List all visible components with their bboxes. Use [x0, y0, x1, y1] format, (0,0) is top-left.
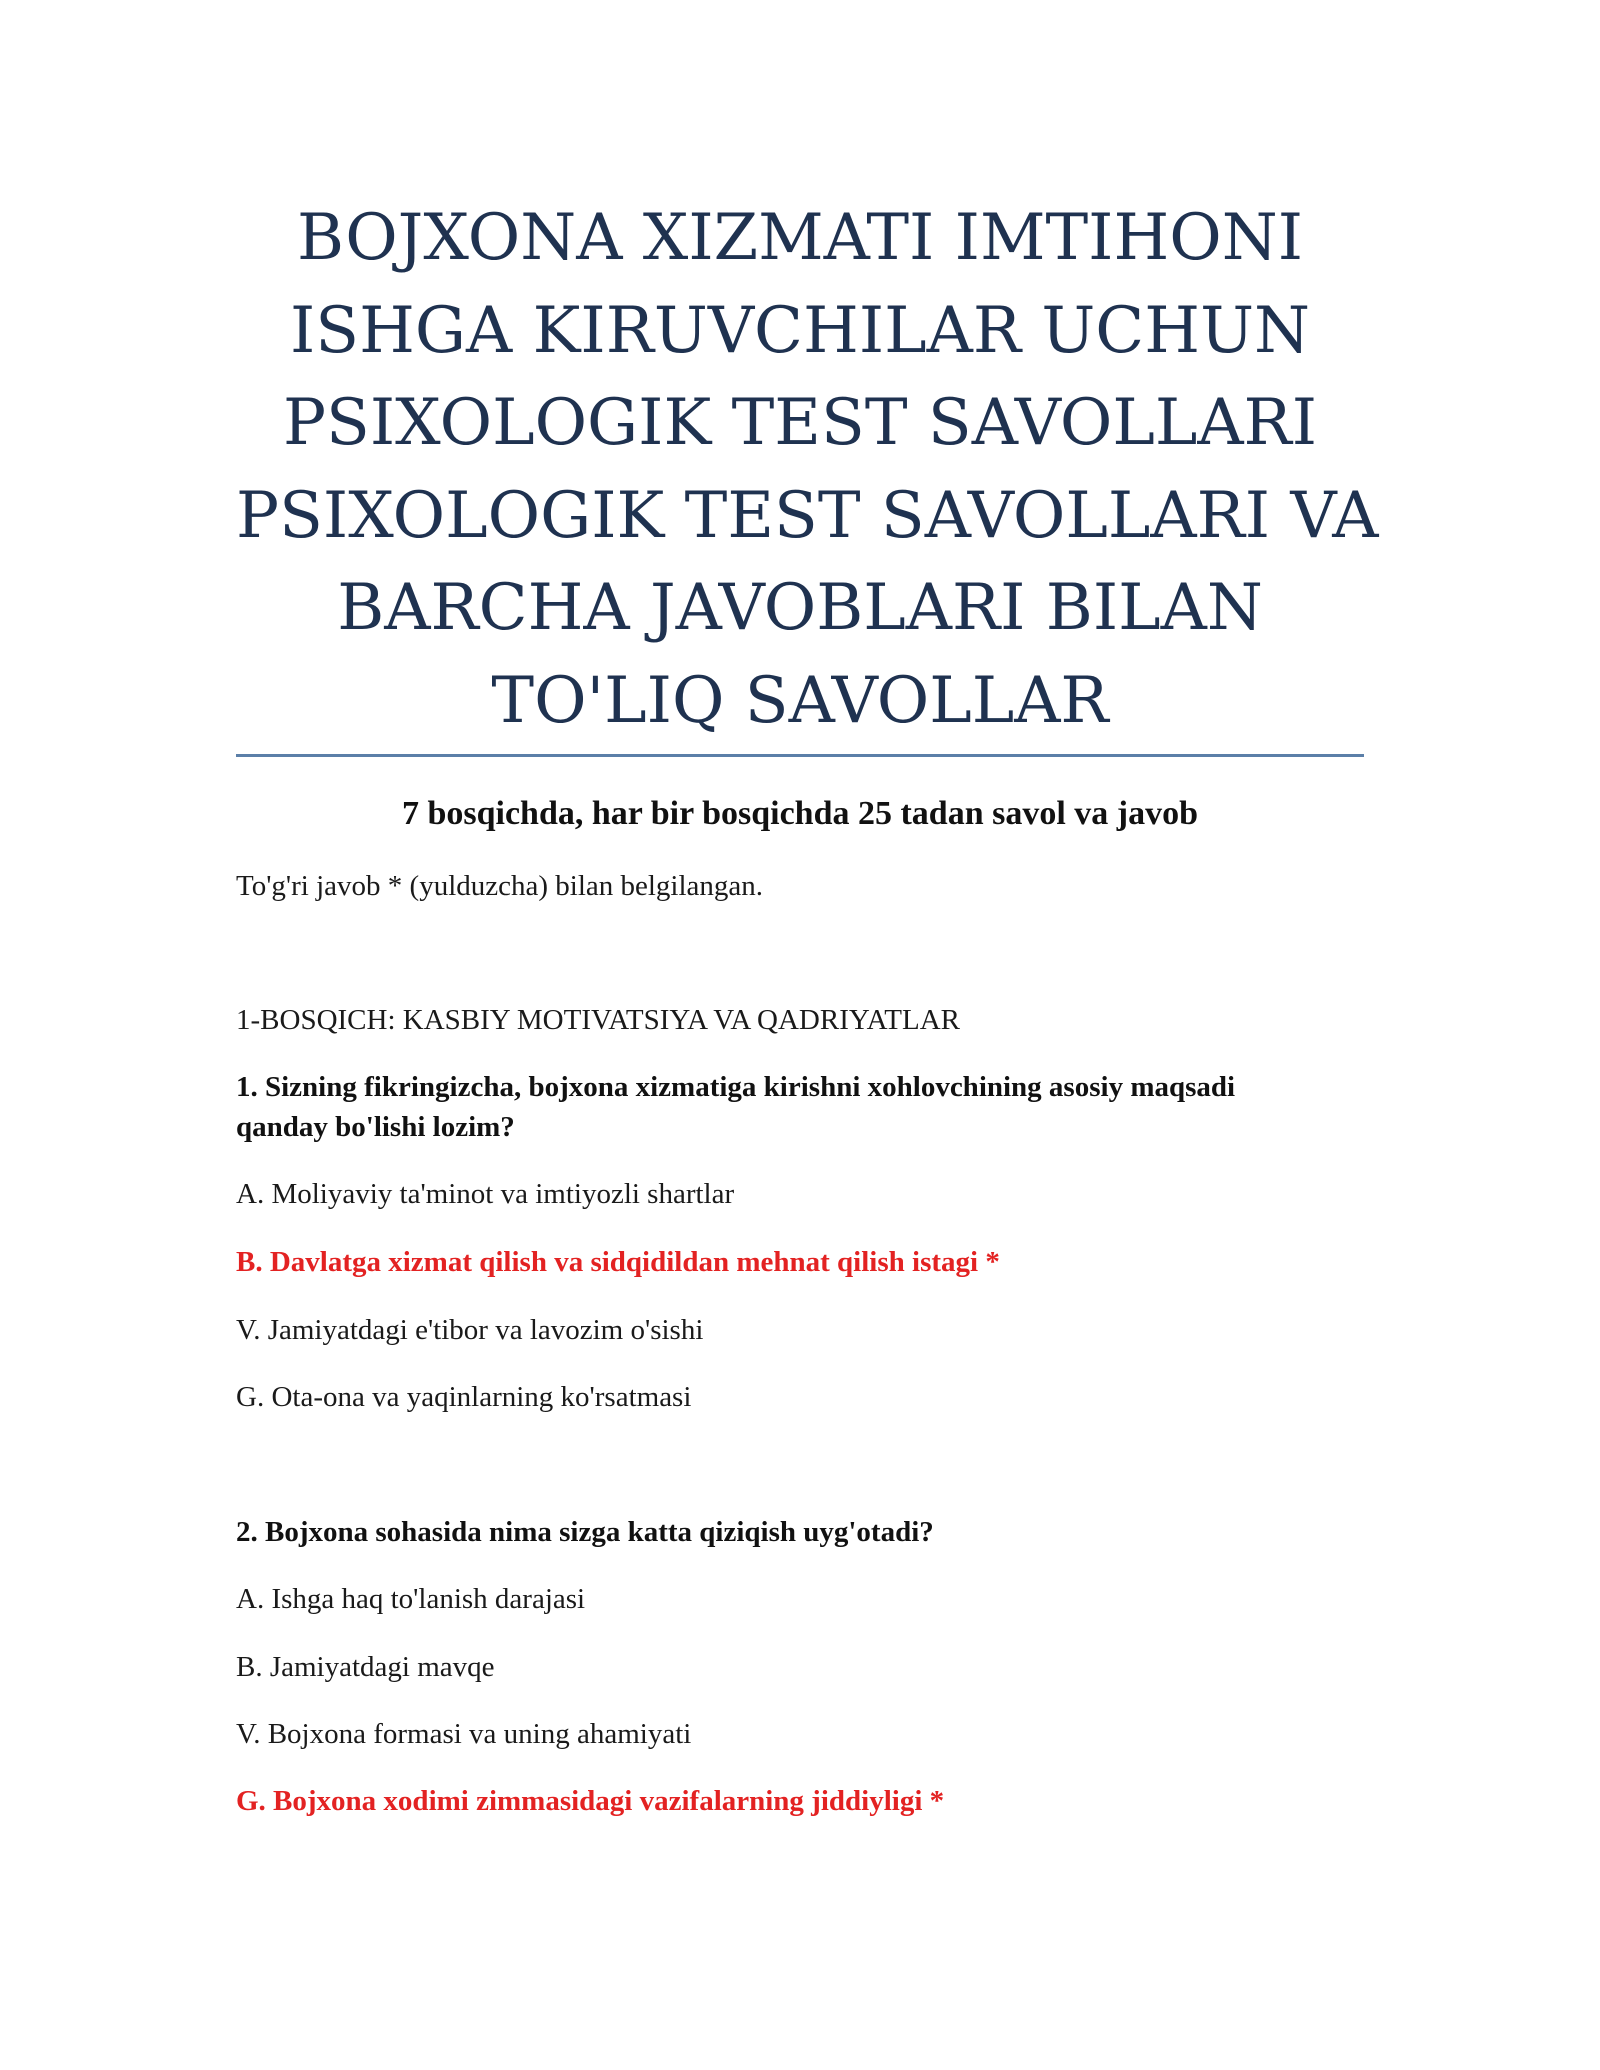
question-2-text: 2. Bojxona sohasida nima sizga katta qiziqish uyg'otadi?: [236, 1516, 934, 1548]
title-line: TO'LIQ SAVOLLAR: [491, 663, 1109, 738]
question-1-text-line-1: 1. Sizning fikringizcha, bojxona xizmatiga kirishni xohlovchining asosiy maqsadi: [236, 1071, 1236, 1103]
answer-key-note: To'g'ri javob * (yulduzcha) bilan belgilangan.: [236, 870, 764, 902]
question-1-option-b-correct: B. Davlatga xizmat qilish va sidqidildan mehnat qilish istagi *: [236, 1246, 1000, 1278]
question-2-option-b: B. Jamiyatdagi mavqe: [236, 1651, 495, 1683]
document-title: [236, 192, 1379, 747]
question-1-option-v: V. Jamiyatdagi e'tibor va lavozim o'sishi: [236, 1314, 704, 1346]
title-line: BARCHA JAVOBLARI BILAN: [337, 571, 1263, 645]
question-1-option-g: G. Ota-ona va yaqinlarning ko'rsatmasi: [236, 1381, 692, 1413]
title-line: ISHGA KIRUVCHILAR UCHUN: [289, 293, 1311, 368]
title-line: BOJXONA XIZMATI IMTIHONI: [296, 201, 1304, 275]
question-1-text-line-2: qanday bo'lishi lozim?: [236, 1111, 515, 1143]
title-divider: [236, 754, 1364, 757]
question-2-option-v: V. Bojxona formasi va uning ahamiyati: [236, 1718, 692, 1750]
question-1-option-a: A. Moliyaviy ta'minot va imtiyozli shartlar: [236, 1178, 735, 1210]
question-2-option-g-correct: G. Bojxona xodimi zimmasidagi vazifalarning jiddiyligi *: [236, 1785, 945, 1817]
title-line: PSIXOLOGIK TEST SAVOLLARI: [282, 386, 1318, 460]
question-2-option-a: A. Ishga haq to'lanish darajasi: [236, 1583, 586, 1615]
document-subtitle: 7 bosqichda, har bir bosqichda 25 tadan savol va javob: [401, 795, 1199, 832]
section-heading: 1-BOSQICH: KASBIY MOTIVATSIYA VA QADRIYATLAR: [236, 1004, 961, 1036]
title-line: PSIXOLOGIK TEST SAVOLLARI VA: [236, 478, 1379, 553]
